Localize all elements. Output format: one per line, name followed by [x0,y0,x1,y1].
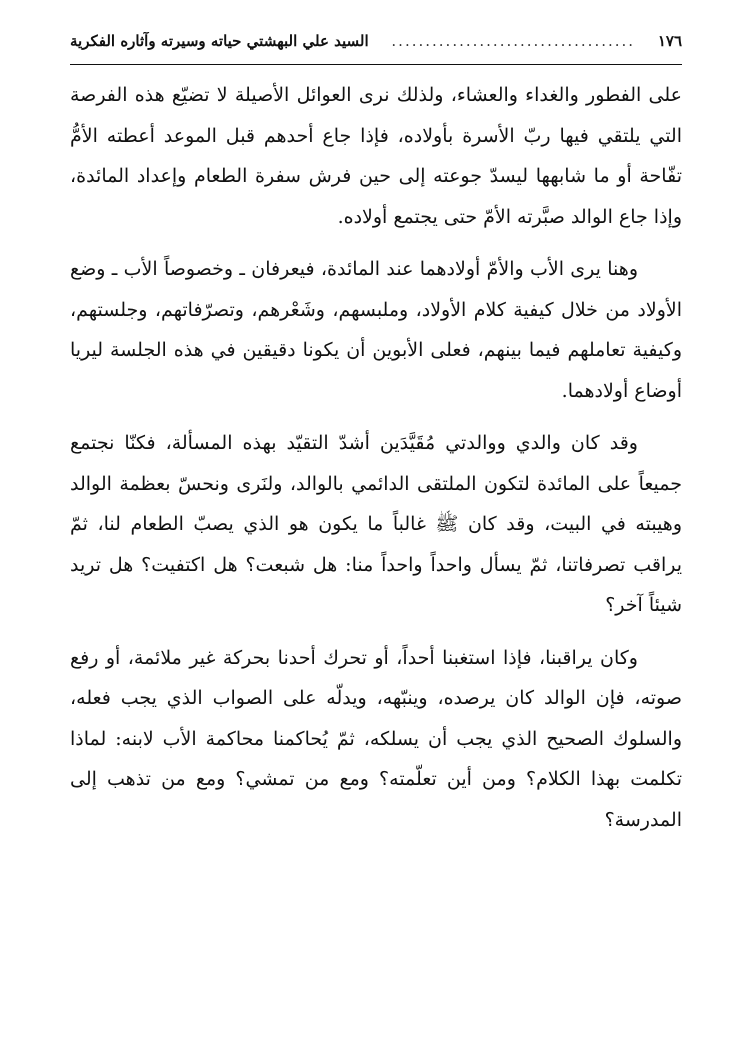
body-text [70,75,682,840]
book-page [70,32,682,1022]
paragraph: وكان يراقبنا، فإذا استغبنا أحداً، أو تحرك أحدنا بحركة غير ملائمة، أو رفع صوته، فإن الوالد كان يرصده، وينبّهه، ويدلّه على الصواب الذي يجب فعله، والسلوك الصحيح الذي يجب أن يسلكه، ثمّ يُحاكمنا محاكمة الأب لابنه: لماذا تكلمت بهذا الكلام؟ ومن أين تعلّمته؟ ومع من تمشي؟ ومع من تذهب إلى المدرسة؟ [70,646,682,831]
page-header [70,32,682,58]
page-number: ١٧٦ [657,32,682,50]
header-rule [70,64,682,65]
paragraph: وهنا يرى الأب والأمّ أولادهما عند المائدة، فيعرفان ـ وخصوصاً الأب ـ وضع الأولاد من خلال كيفية كلام الأولاد، وملبسهم، وشَعْرهم، وتصرّفاتهم، وجلستهم، وكيفية تعاملهم فيما بينهم، فعلى الأبوين أن يكونا دقيقين في هذه الجلسة ليريا أوضاع أولادهما. [70,258,682,402]
leader-dots: .................................... [391,32,636,50]
paragraph: وقد كان والدي ووالدتي مُقَيَّدَين أشدّ التقيّد بهذه المسألة، فكنّا نجتمع جميعاً على المائدة لتكون الملتقى الدائمي بالوالد، ولنَرى ونحسّ بعظمة الوالد وهيبته في البيت، وقد كان ﷺ غالباً ما يكون هو الذي يصبّ الطعام لنا، ثمّ يراقب تصرفاتنا، ثمّ يسأل واحداً واحداً منا: هل شبعت؟ هل اكتفيت؟ هل تريد شيئاً آخر؟ [70,432,682,616]
paragraph: على الفطور والغداء والعشاء، ولذلك نرى العوائل الأصيلة لا تضيّع هذه الفرصة التي يلتقي فيها ربّ الأسرة بأولاده، فإذا جاع أحدهم قبل الموعد أعطته الأمُّ تفّاحة أو ما شابهها ليسدّ جوعته إلى حين فرش سفرة الطعام وإعداد المائدة، وإذا جاع الوالد صبَّرته الأمّ حتى يجتمع أولاده. [70,84,682,228]
running-title: السيد علي البهشتي حياته وسيرته وآثاره الفكرية [70,32,369,50]
